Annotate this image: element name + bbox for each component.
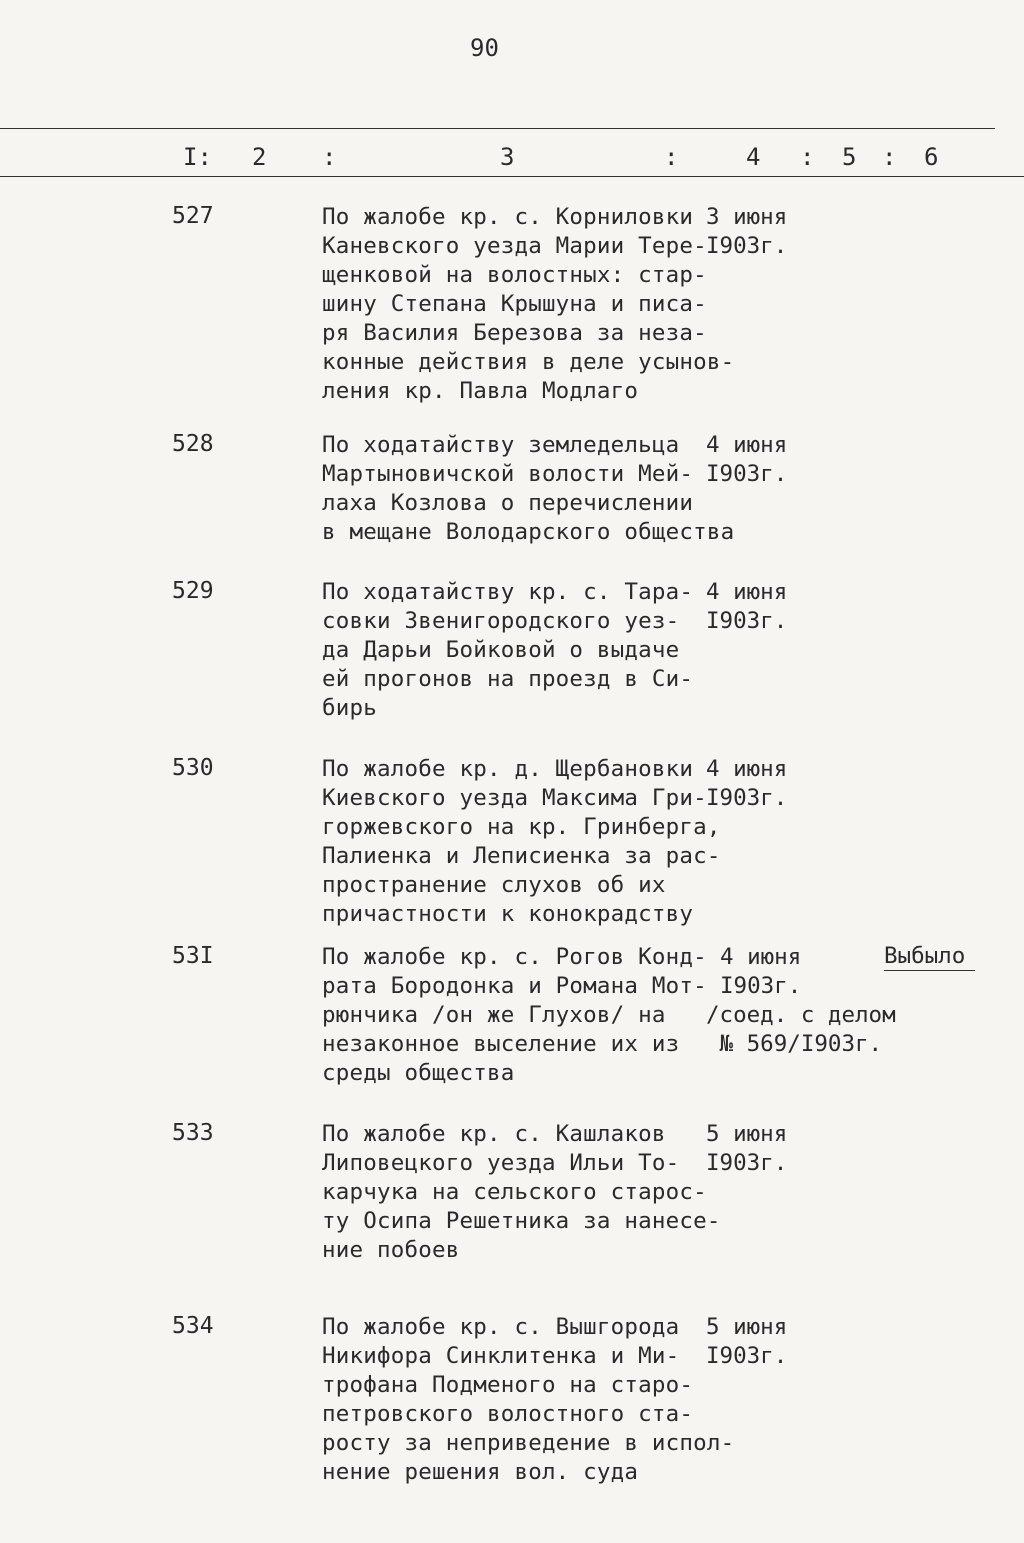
- entry-number: 533: [172, 1120, 214, 1146]
- entry-date: 5 июня I903г.: [706, 1314, 788, 1369]
- header-col-6: 6: [924, 143, 939, 171]
- header-col-5: 5: [842, 143, 857, 171]
- entry-date: 3 июня I903г.: [706, 204, 788, 259]
- entry-date: 4 июня I903г.: [706, 432, 788, 487]
- header-col-1: I:: [183, 143, 212, 171]
- entry-number: 527: [172, 203, 214, 229]
- entry-description: По жалобе кр. д. Щербановки Киевского уезда Максима Гри- горжевского на кр. Гринберга, Палиенка и Леписиенка за рас- пространение слухов об их причастности к конокрадству: [322, 756, 721, 927]
- entry-date: 5 июня I903г.: [706, 1121, 788, 1176]
- header-col-2: 2: [252, 143, 267, 171]
- entry-description: По жалобе кр. с. Рогов Конд- рата Бородонка и Романа Мот- рюнчика /он же Глухов/ на незаконное выселение их из среды общества: [322, 944, 707, 1086]
- entry-description: По жалобе кр. с. Вышгорода Никифора Синклитенка и Ми- трофана Подменого на старо- петровского волостного ста- росту за неприведение в испол- нение решения вол. суда: [322, 1314, 735, 1485]
- header-col-4: 4: [746, 143, 761, 171]
- header-separator: :: [800, 143, 815, 171]
- entry-number: 529: [172, 578, 214, 604]
- entry-date: 4 июня I903г.: [706, 756, 788, 811]
- header-col-3: 3: [500, 143, 515, 171]
- header-separator: :: [322, 143, 337, 171]
- entry-status: Выбыло: [884, 943, 975, 971]
- entry-description: По ходатайству земледельца Мартыновичской волости Мей- лаха Козлова о перечислении в мещане Володарского общества: [322, 432, 735, 545]
- entry-number: 534: [172, 1313, 214, 1339]
- entry-date: 4 июня I903г.: [720, 944, 802, 999]
- entry-number: 530: [172, 755, 214, 781]
- entry-description: По ходатайству кр. с. Тара- совки Звенигородского уез- да Дарьи Бойковой о выдаче ей прогонов на проезд в Си- бирь: [322, 579, 694, 721]
- header-separator: :: [882, 143, 897, 171]
- table-top-rule: [0, 128, 995, 129]
- page-number: 90: [470, 34, 499, 62]
- entry-note: /соед. с делом № 569/I903г.: [706, 1002, 896, 1057]
- header-separator: :: [664, 143, 679, 171]
- entry-number: 528: [172, 431, 214, 457]
- entry-description: По жалобе кр. с. Корниловки Каневского уезда Марии Тере- щенковой на волостных: стар- шину Степана Крышуна и писа- ря Василия Березова за неза- конные действия в деле усынов- ления кр. Павла Модлаго: [322, 204, 735, 404]
- entry-date: 4 июня I903г.: [706, 579, 788, 634]
- entry-description: По жалобе кр. с. Кашлаков Липовецкого уезда Ильи То- карчука на сельского старос- ту Осипа Решетника за нанесе- ние побоев: [322, 1121, 721, 1263]
- entry-number: 53I: [172, 943, 214, 969]
- table-header-bottom-rule: [0, 176, 1024, 177]
